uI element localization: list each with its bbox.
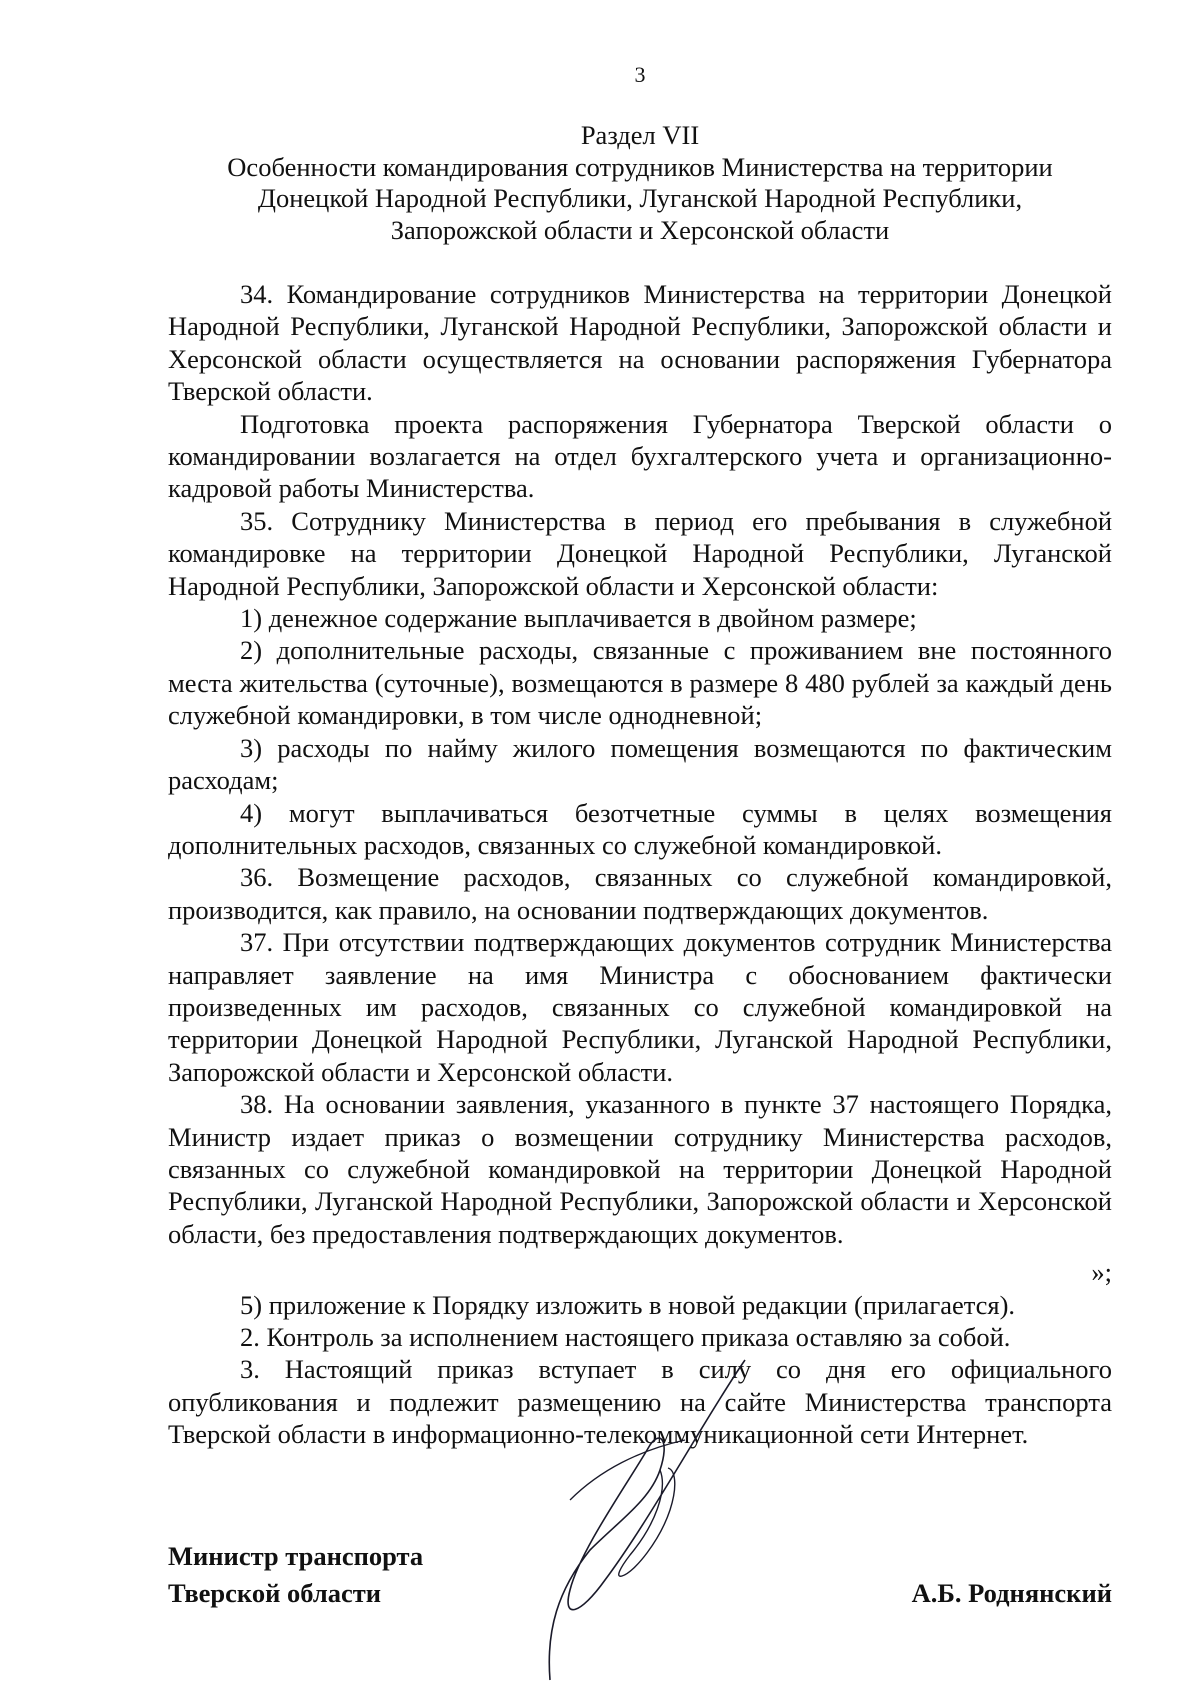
list-item-2: 2) дополнительные расходы, связанные с проживанием вне постоянного места жительства (суточные), возмещаются в размере 8 480 рублей за каждый день служебной командировки, в том числе однодневной;: [168, 635, 1112, 731]
page-number: 3: [634, 62, 646, 87]
paragraph-34: 34. Командирование сотрудников Министерства на территории Донецкой Народной Республики, Луганской Народной Республики, Запорожской области и Херсонской области осуществляется на основании распоряжения Губернатора Тверской области.: [168, 279, 1112, 407]
section-subtitle-line: Запорожской области и Херсонской области: [390, 214, 890, 245]
signature-title-line: Тверской области: [168, 1578, 381, 1608]
closing-quote: »;: [1091, 1257, 1112, 1288]
section-subtitle-line: Донецкой Народной Республики, Луганской Народной Республики,: [257, 183, 1023, 213]
section-heading: [160, 120, 1120, 246]
paragraph-38: 38. На основании заявления, указанного в пункте 37 настоящего Порядка, Министр издает приказ о возмещении сотруднику Министерства расходов, связанных со служебной командировкой на территории Донецкой Народной Республики, Луганской Народной Республики, Запорожской области и Херсонской области, без предоставления подтверждающих документов.: [168, 1089, 1112, 1249]
paragraph-35: 35. Сотруднику Министерства в период его пребывания в служебной командировке на территории Донецкой Народной Республики, Луганской Народной Республики, Запорожской области и Херсонской области:: [168, 505, 1112, 601]
section-subtitle-line: Особенности командирования сотрудников Министерства на территории: [227, 151, 1053, 182]
list-item-4: 4) могут выплачиваться безотчетные суммы в целях возмещения дополнительных расходов, связанных со служебной командировкой.: [168, 797, 1112, 860]
final-item-5: 5) приложение к Порядку изложить в новой редакции (прилагается).: [240, 1289, 1016, 1320]
signature-title-line: Министр транспорта: [168, 1541, 424, 1571]
document-body: [168, 278, 1112, 1451]
handwritten-signature: [510, 1350, 750, 1690]
list-item-3: 3) расходы по найму жилого помещения возмещаются по фактическим расходам;: [168, 732, 1112, 796]
paragraph-preparation: Подготовка проекта распоряжения Губернатора Тверской области о командировании возлагается на отдел бухгалтерского учета и организационно-кадровой работы Министерства.: [168, 408, 1112, 504]
list-item-1: 1) денежное содержание выплачивается в двойном размере;: [240, 603, 917, 634]
signature-title: [168, 1538, 423, 1612]
signature-name: А.Б. Роднянский: [911, 1578, 1112, 1608]
signature-stroke: [619, 1468, 675, 1576]
final-item-control: 2. Контроль за исполнением настоящего приказа оставляю за собой.: [240, 1322, 1011, 1352]
section-title: Раздел VII: [580, 120, 700, 150]
final-item-effective: 3. Настоящий приказ вступает в силу со дня его официального опубликования и подлежит размещению на сайте Министерства транспорта Тверской области в информационно-телекоммуникационной сети Интернет.: [168, 1354, 1112, 1450]
paragraph-37: 37. При отсутствии подтверждающих документов сотрудник Министерства направляет заявление на имя Министра с обоснованием фактически произведенных им расходов, связанных со служебной командировкой на территории Донецкой Народной Республики, Луганской Народной Республики, Запорожской области и Херсонской области.: [168, 927, 1112, 1087]
signature-stroke: [549, 1360, 745, 1680]
paragraph-36: 36. Возмещение расходов, связанных со служебной командировкой, производится, как правило, на основании подтверждающих документов.: [168, 862, 1112, 925]
signature-stroke: [570, 1440, 685, 1500]
